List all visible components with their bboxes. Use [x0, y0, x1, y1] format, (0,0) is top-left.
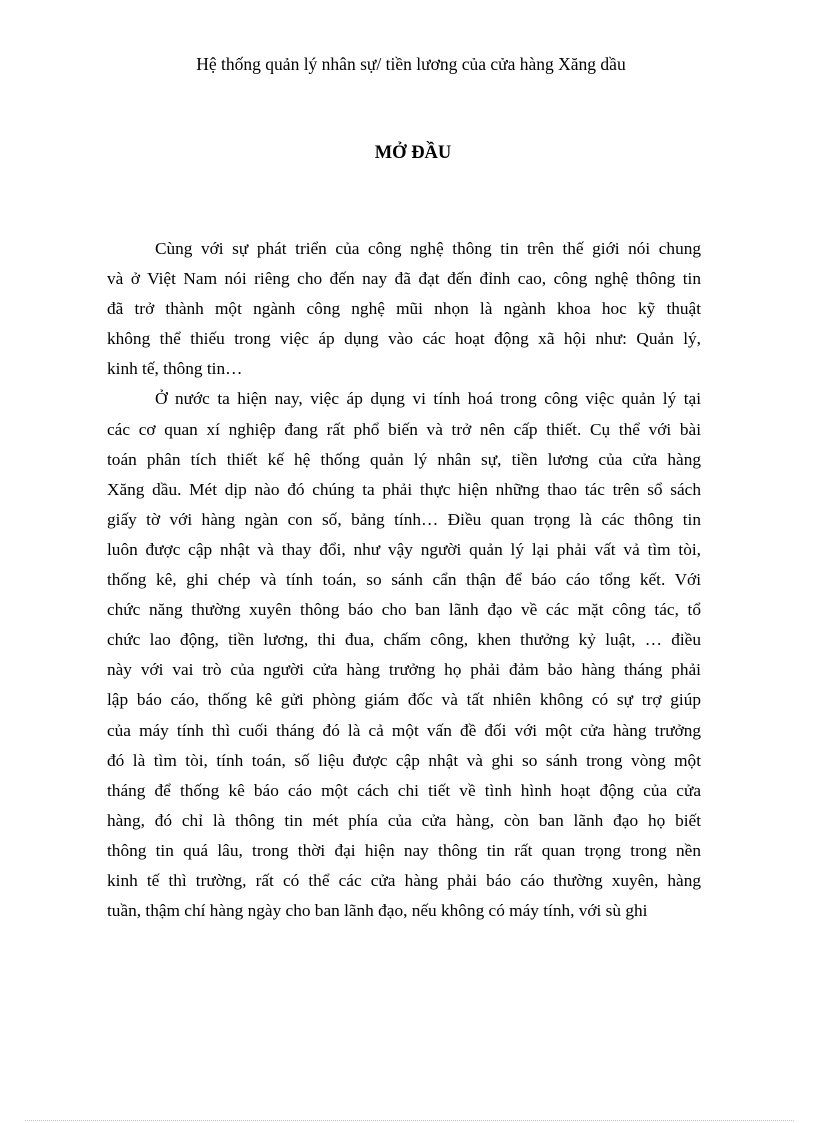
text-line: này với vai trò của người cửa hàng trưởng họ phải đảm bảo hàng tháng phải [107, 660, 701, 680]
page-bottom-dotted-rule [25, 1120, 794, 1121]
text-line: Ở nước ta hiện nay, việc áp dụng vi tính hoá trong công việc quản lý tại [155, 389, 701, 409]
text-line: kinh tế, thông tin… [107, 359, 243, 379]
text-line: Cùng với sự phát triển của công nghệ thông tin trên thế giới nói chung [155, 239, 701, 258]
paragraph-1 [107, 234, 701, 384]
text-line: và ở Việt Nam nói riêng cho đến nay đã đạt đến đỉnh cao, công nghệ thông tin [107, 269, 701, 289]
text-line: toán phân tích thiết kế hệ thống quản lý nhân sự, tiền lương của cửa hàng [107, 449, 701, 469]
text-line: các cơ quan xí nghiệp đang rất phổ biến và trở nên cấp thiết. Cụ thể với bài [107, 419, 701, 439]
text-line: thông tin quá lâu, trong thời đại hiện nay thông tin rất quan trọng trong nền [107, 840, 701, 860]
text-line: thống kê, ghi chép và tính toán, so sánh cẩn thận để báo cáo tổng kết. Với [107, 570, 701, 590]
text-line: kinh tế thì trường, rất có thể các cửa hàng phải báo cáo thường xuyên, hàng [107, 870, 701, 890]
text-line: lập báo cáo, thống kê gửi phòng giám đốc và tất nhiên không có sự trợ giúp [107, 690, 701, 710]
text-line: tuần, thậm chí hàng ngày cho ban lãnh đạo, nếu không có máy tính, với sù ghi [107, 901, 648, 921]
text-line: không thể thiếu trong việc áp dụng vào các hoạt động xã hội như: Quản lý, [107, 329, 701, 349]
text-line: chức năng thường xuyên thông báo cho ban lãnh đạo về các mặt công tác, tổ [107, 600, 701, 620]
text-line: chức lao động, tiền lương, thi đua, chấm công, khen thưởng kỷ luật, … điều [107, 630, 701, 650]
body-text [107, 234, 701, 926]
text-line: hàng, đó chỉ là thông tin mét phía của cửa hàng, còn ban lãnh đạo họ biết [107, 810, 701, 830]
text-line: đó là tìm tòi, tính toán, số liệu được cập nhật và ghi so sánh trong vòng một [107, 750, 701, 770]
text-line: giấy tờ với hàng ngàn con số, bảng tính… Điều quan trọng là các thông tin [107, 509, 701, 529]
text-line: tháng để thống kê báo cáo một cách chi tiết về tình hình hoạt động của cửa [107, 780, 701, 800]
running-header: Hệ thống quản lý nhân sự/ tiền lương của cửa hàng Xăng dầu [196, 54, 626, 74]
paragraph-2 [107, 384, 701, 926]
text-line: Xăng dầu. Mét dịp nào đó chúng ta phải thực hiện những thao tác trên sổ sách [107, 479, 701, 499]
text-line: của máy tính thì cuối tháng đó là cả một vấn đề đối với một cửa hàng trưởng [107, 720, 701, 740]
text-line: luôn được cập nhật và thay đổi, như vậy người quản lý lại phải vất vả tìm tòi, [107, 539, 701, 559]
section-title: MỞ ĐẦU [374, 143, 452, 163]
text-line: đã trở thành một ngành công nghệ mũi nhọn là ngành khoa hoc kỹ thuật [107, 299, 701, 319]
